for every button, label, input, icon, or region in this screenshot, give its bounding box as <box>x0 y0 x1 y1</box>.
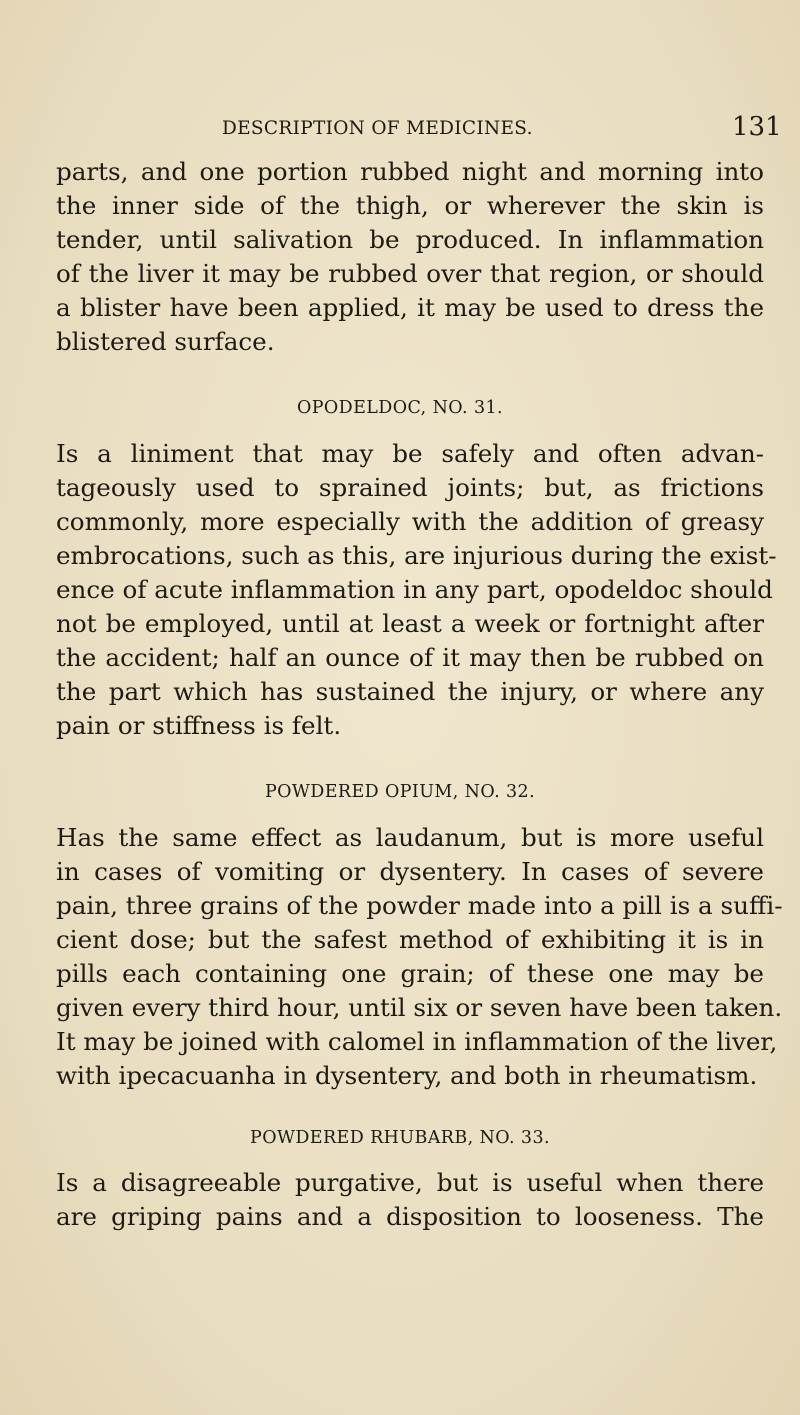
text-line: in cases of vomiting or dysentery. In cases of severe <box>56 857 764 886</box>
text-line: ence of acute inflammation in any part, opodeldoc should <box>56 575 773 604</box>
section-heading-opodeldoc: OPODELDOC, NO. 31. <box>297 398 503 418</box>
text-line: blistered surface. <box>56 327 275 356</box>
text-line: the accident; half an ounce of it may then be rubbed on <box>56 643 764 672</box>
text-line: tageously used to sprained joints; but, as frictions <box>56 473 764 502</box>
text-line: commonly, more especially with the addition of greasy <box>56 507 764 536</box>
section-heading-powdered-rhubarb: POWDERED RHUBARB, NO. 33. <box>250 1128 550 1148</box>
text-line: Is a disagreeable purgative, but is useful when there <box>56 1168 764 1197</box>
text-line: not be employed, until at least a week or fortnight after <box>56 609 764 638</box>
text-line: are griping pains and a disposition to looseness. The <box>56 1202 764 1231</box>
text-line: parts, and one portion rubbed night and morning into <box>56 157 764 186</box>
text-line: pain, three grains of the powder made into a pill is a suffi- <box>56 891 783 920</box>
running-head <box>0 112 800 152</box>
text-line: the part which has sustained the injury, or where any <box>56 677 764 706</box>
text-line: pills each containing one grain; of these one may be <box>56 959 764 988</box>
text-line: Has the same effect as laudanum, but is more useful <box>56 823 764 852</box>
text-line: cient dose; but the safest method of exhibiting it is in <box>56 925 764 954</box>
text-line: Is a liniment that may be safely and often advan- <box>56 439 764 468</box>
page-number: 131 <box>732 112 782 142</box>
text-line: It may be joined with calomel in inflammation of the liver, <box>56 1027 778 1056</box>
text-line: tender, until salivation be produced. In inflammation <box>56 225 764 254</box>
text-line: given every third hour, until six or seven have been taken. <box>56 993 783 1022</box>
text-line: embrocations, such as this, are injurious during the exist- <box>56 541 777 570</box>
text-line: a blister have been applied, it may be used to dress the <box>56 293 764 322</box>
text-line: of the liver it may be rubbed over that region, or should <box>56 259 764 288</box>
section-heading-powdered-opium: POWDERED OPIUM, NO. 32. <box>264 782 536 802</box>
text-line: pain or stiffness is felt. <box>56 711 342 740</box>
text-line: with ipecacuanha in dysentery, and both in rheumatism. <box>56 1061 758 1090</box>
text-line: the inner side of the thigh, or wherever the skin is <box>56 191 764 220</box>
running-head-title: DESCRIPTION OF MEDICINES. <box>222 118 533 139</box>
